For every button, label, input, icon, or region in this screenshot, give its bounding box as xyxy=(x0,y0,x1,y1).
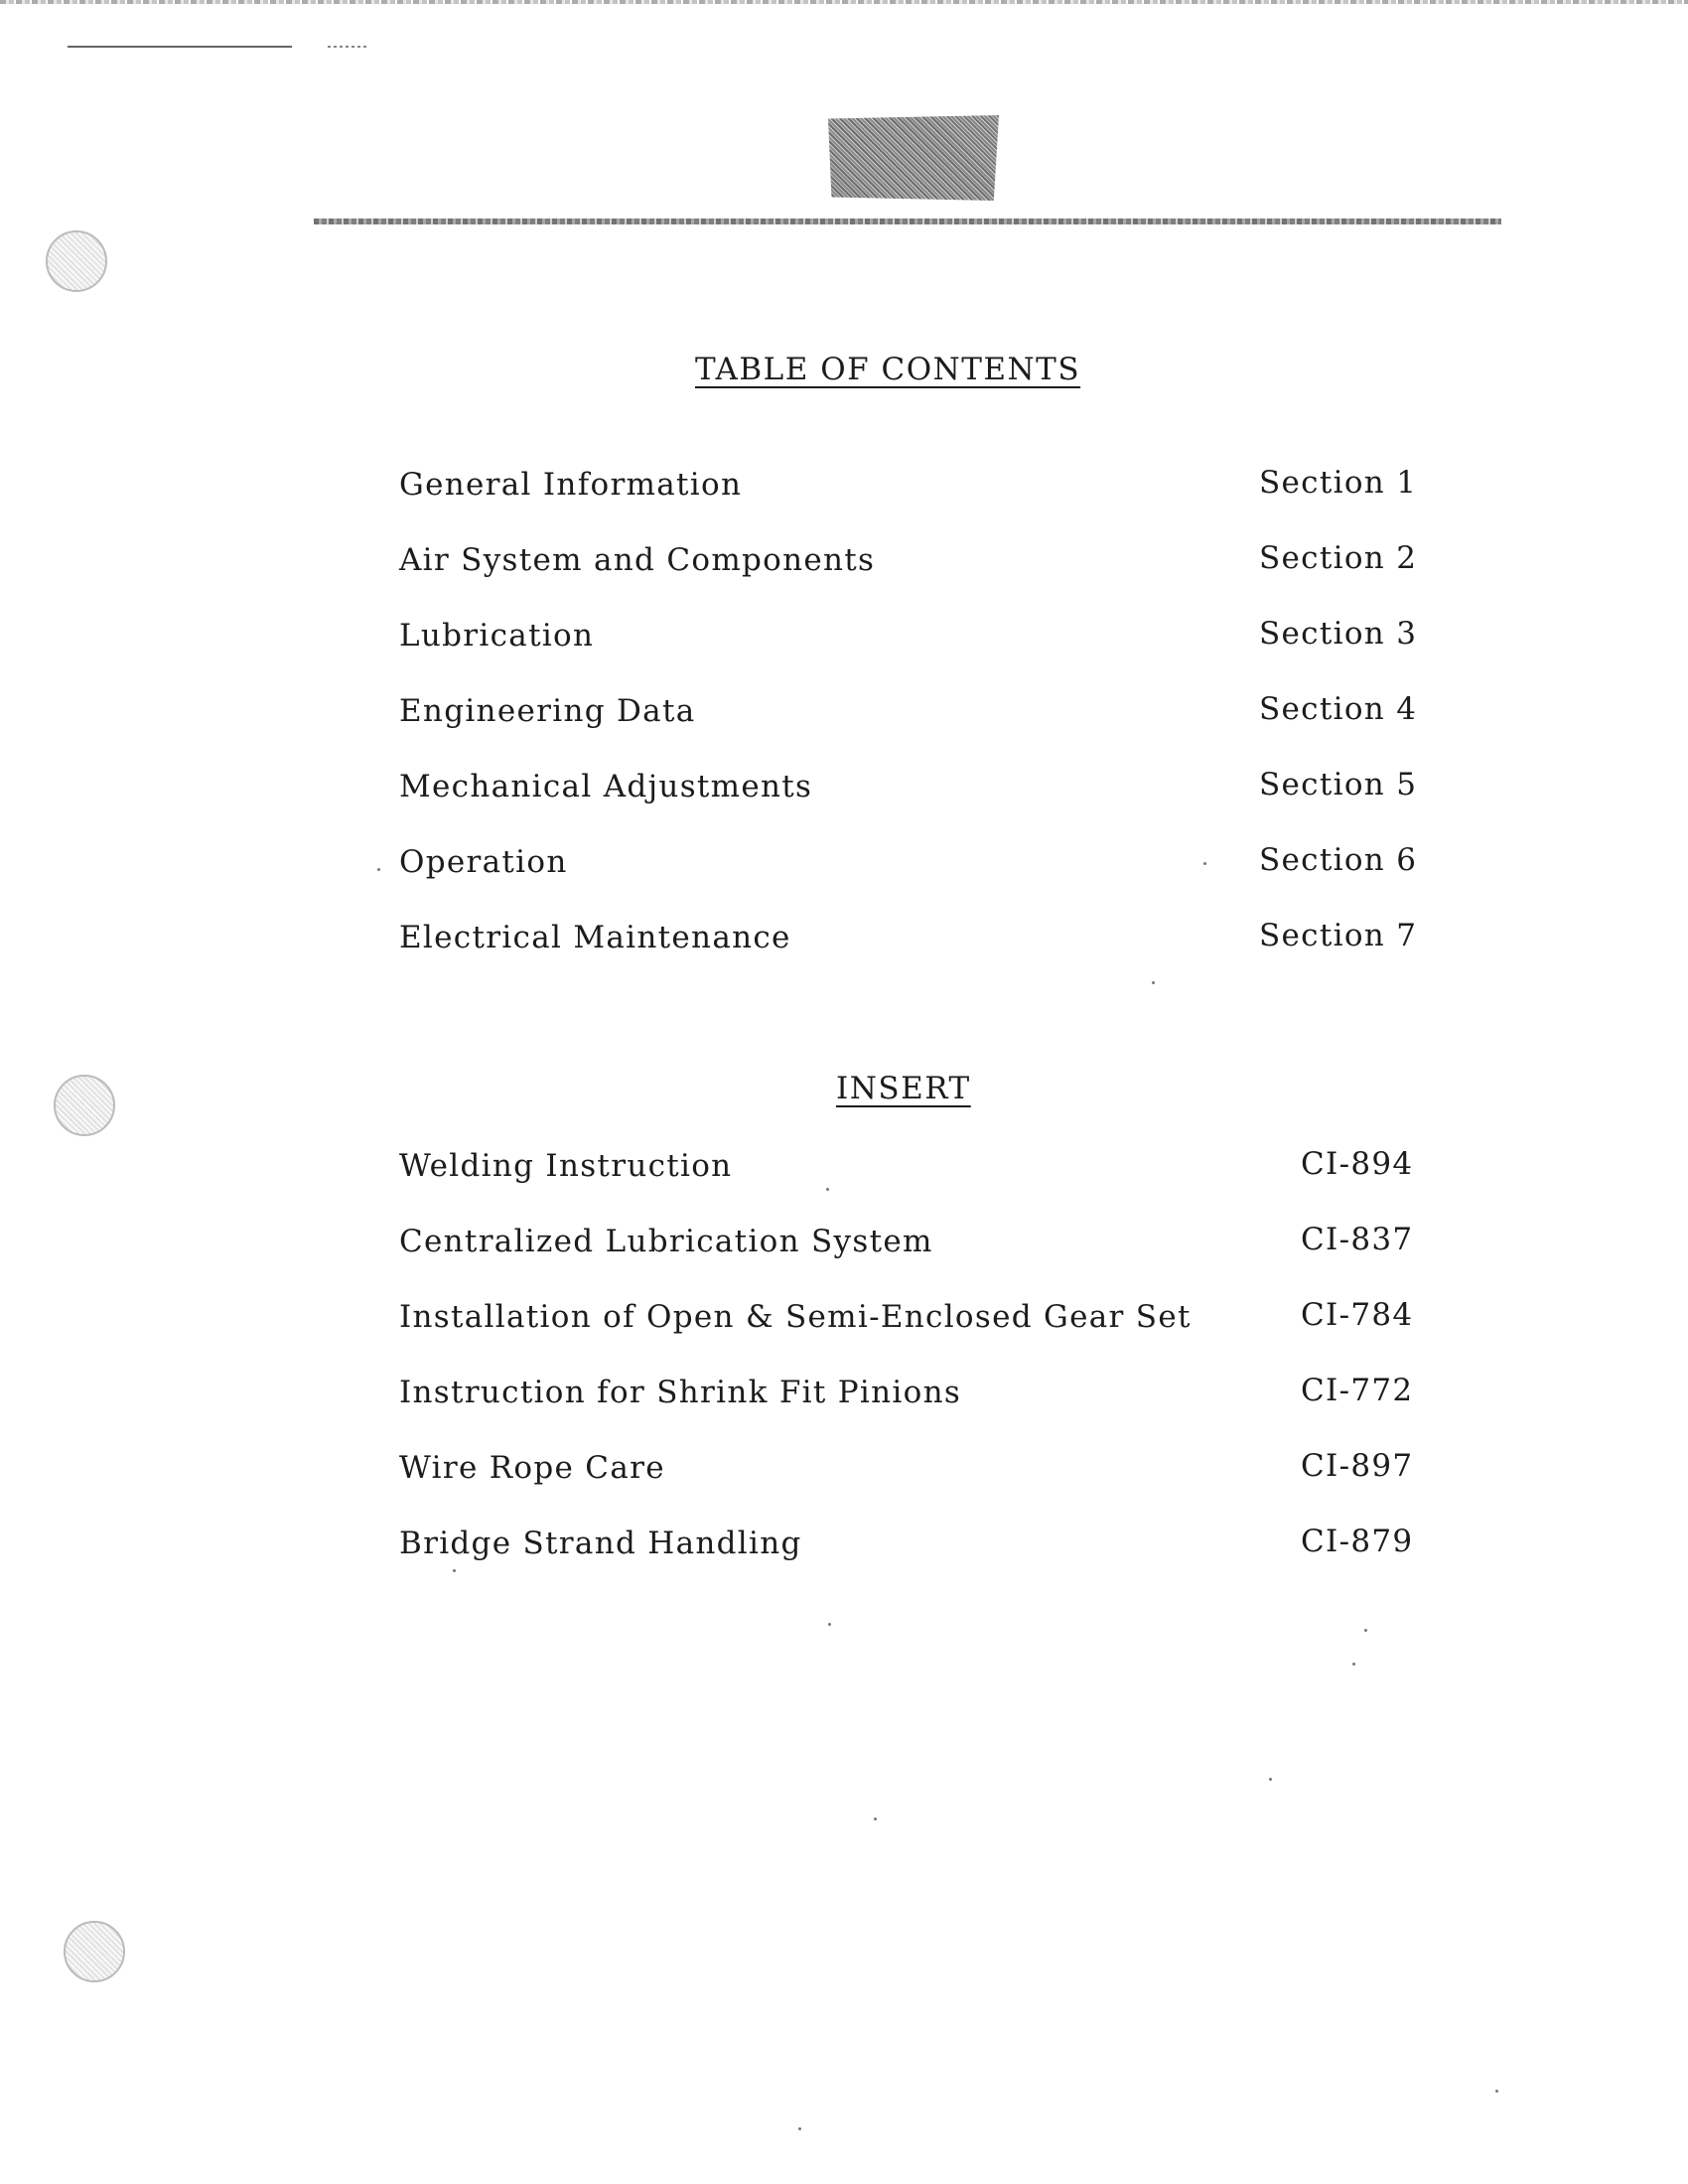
insert-title: Centralized Lubrication System xyxy=(399,1224,933,1259)
section-title: Electrical Maintenance xyxy=(399,920,791,955)
section-title: General Information xyxy=(399,467,743,503)
section-title: Mechanical Adjustments xyxy=(399,769,813,804)
punch-hole xyxy=(54,1075,115,1136)
insert-code: CI-879 xyxy=(1301,1524,1414,1559)
scan-mark xyxy=(328,46,367,48)
insert-title: Instruction for Shrink Fit Pinions xyxy=(399,1375,962,1410)
insert-heading: INSERT xyxy=(836,1071,971,1106)
scan-top-edge xyxy=(0,0,1688,4)
insert-code: CI-897 xyxy=(1301,1448,1414,1484)
section-number: Section 5 xyxy=(1259,767,1418,802)
insert-code: CI-784 xyxy=(1301,1297,1414,1333)
punch-hole xyxy=(46,230,107,292)
insert-title: Bridge Strand Handling xyxy=(399,1526,802,1561)
insert-title: Welding Instruction xyxy=(399,1148,733,1184)
section-title: Lubrication xyxy=(399,618,595,654)
insert-code: CI-772 xyxy=(1301,1373,1414,1408)
company-logo xyxy=(828,115,999,201)
toc-heading: TABLE OF CONTENTS xyxy=(695,352,1081,387)
section-number: Section 6 xyxy=(1259,842,1418,878)
insert-title: Installation of Open & Semi-Enclosed Gear Set xyxy=(399,1299,1192,1335)
section-number: Section 4 xyxy=(1259,691,1418,727)
insert-title: Wire Rope Care xyxy=(399,1450,665,1486)
section-title: Air System and Components xyxy=(399,542,876,578)
section-title: Operation xyxy=(399,844,568,880)
section-number: Section 2 xyxy=(1259,540,1418,576)
section-number: Section 1 xyxy=(1259,465,1418,501)
punch-hole xyxy=(64,1921,125,1982)
header-rule xyxy=(314,218,1501,224)
scan-mark xyxy=(68,46,292,48)
section-number: Section 3 xyxy=(1259,616,1418,652)
insert-code: CI-894 xyxy=(1301,1146,1414,1182)
section-number: Section 7 xyxy=(1259,918,1418,953)
section-title: Engineering Data xyxy=(399,693,696,729)
insert-code: CI-837 xyxy=(1301,1222,1414,1257)
